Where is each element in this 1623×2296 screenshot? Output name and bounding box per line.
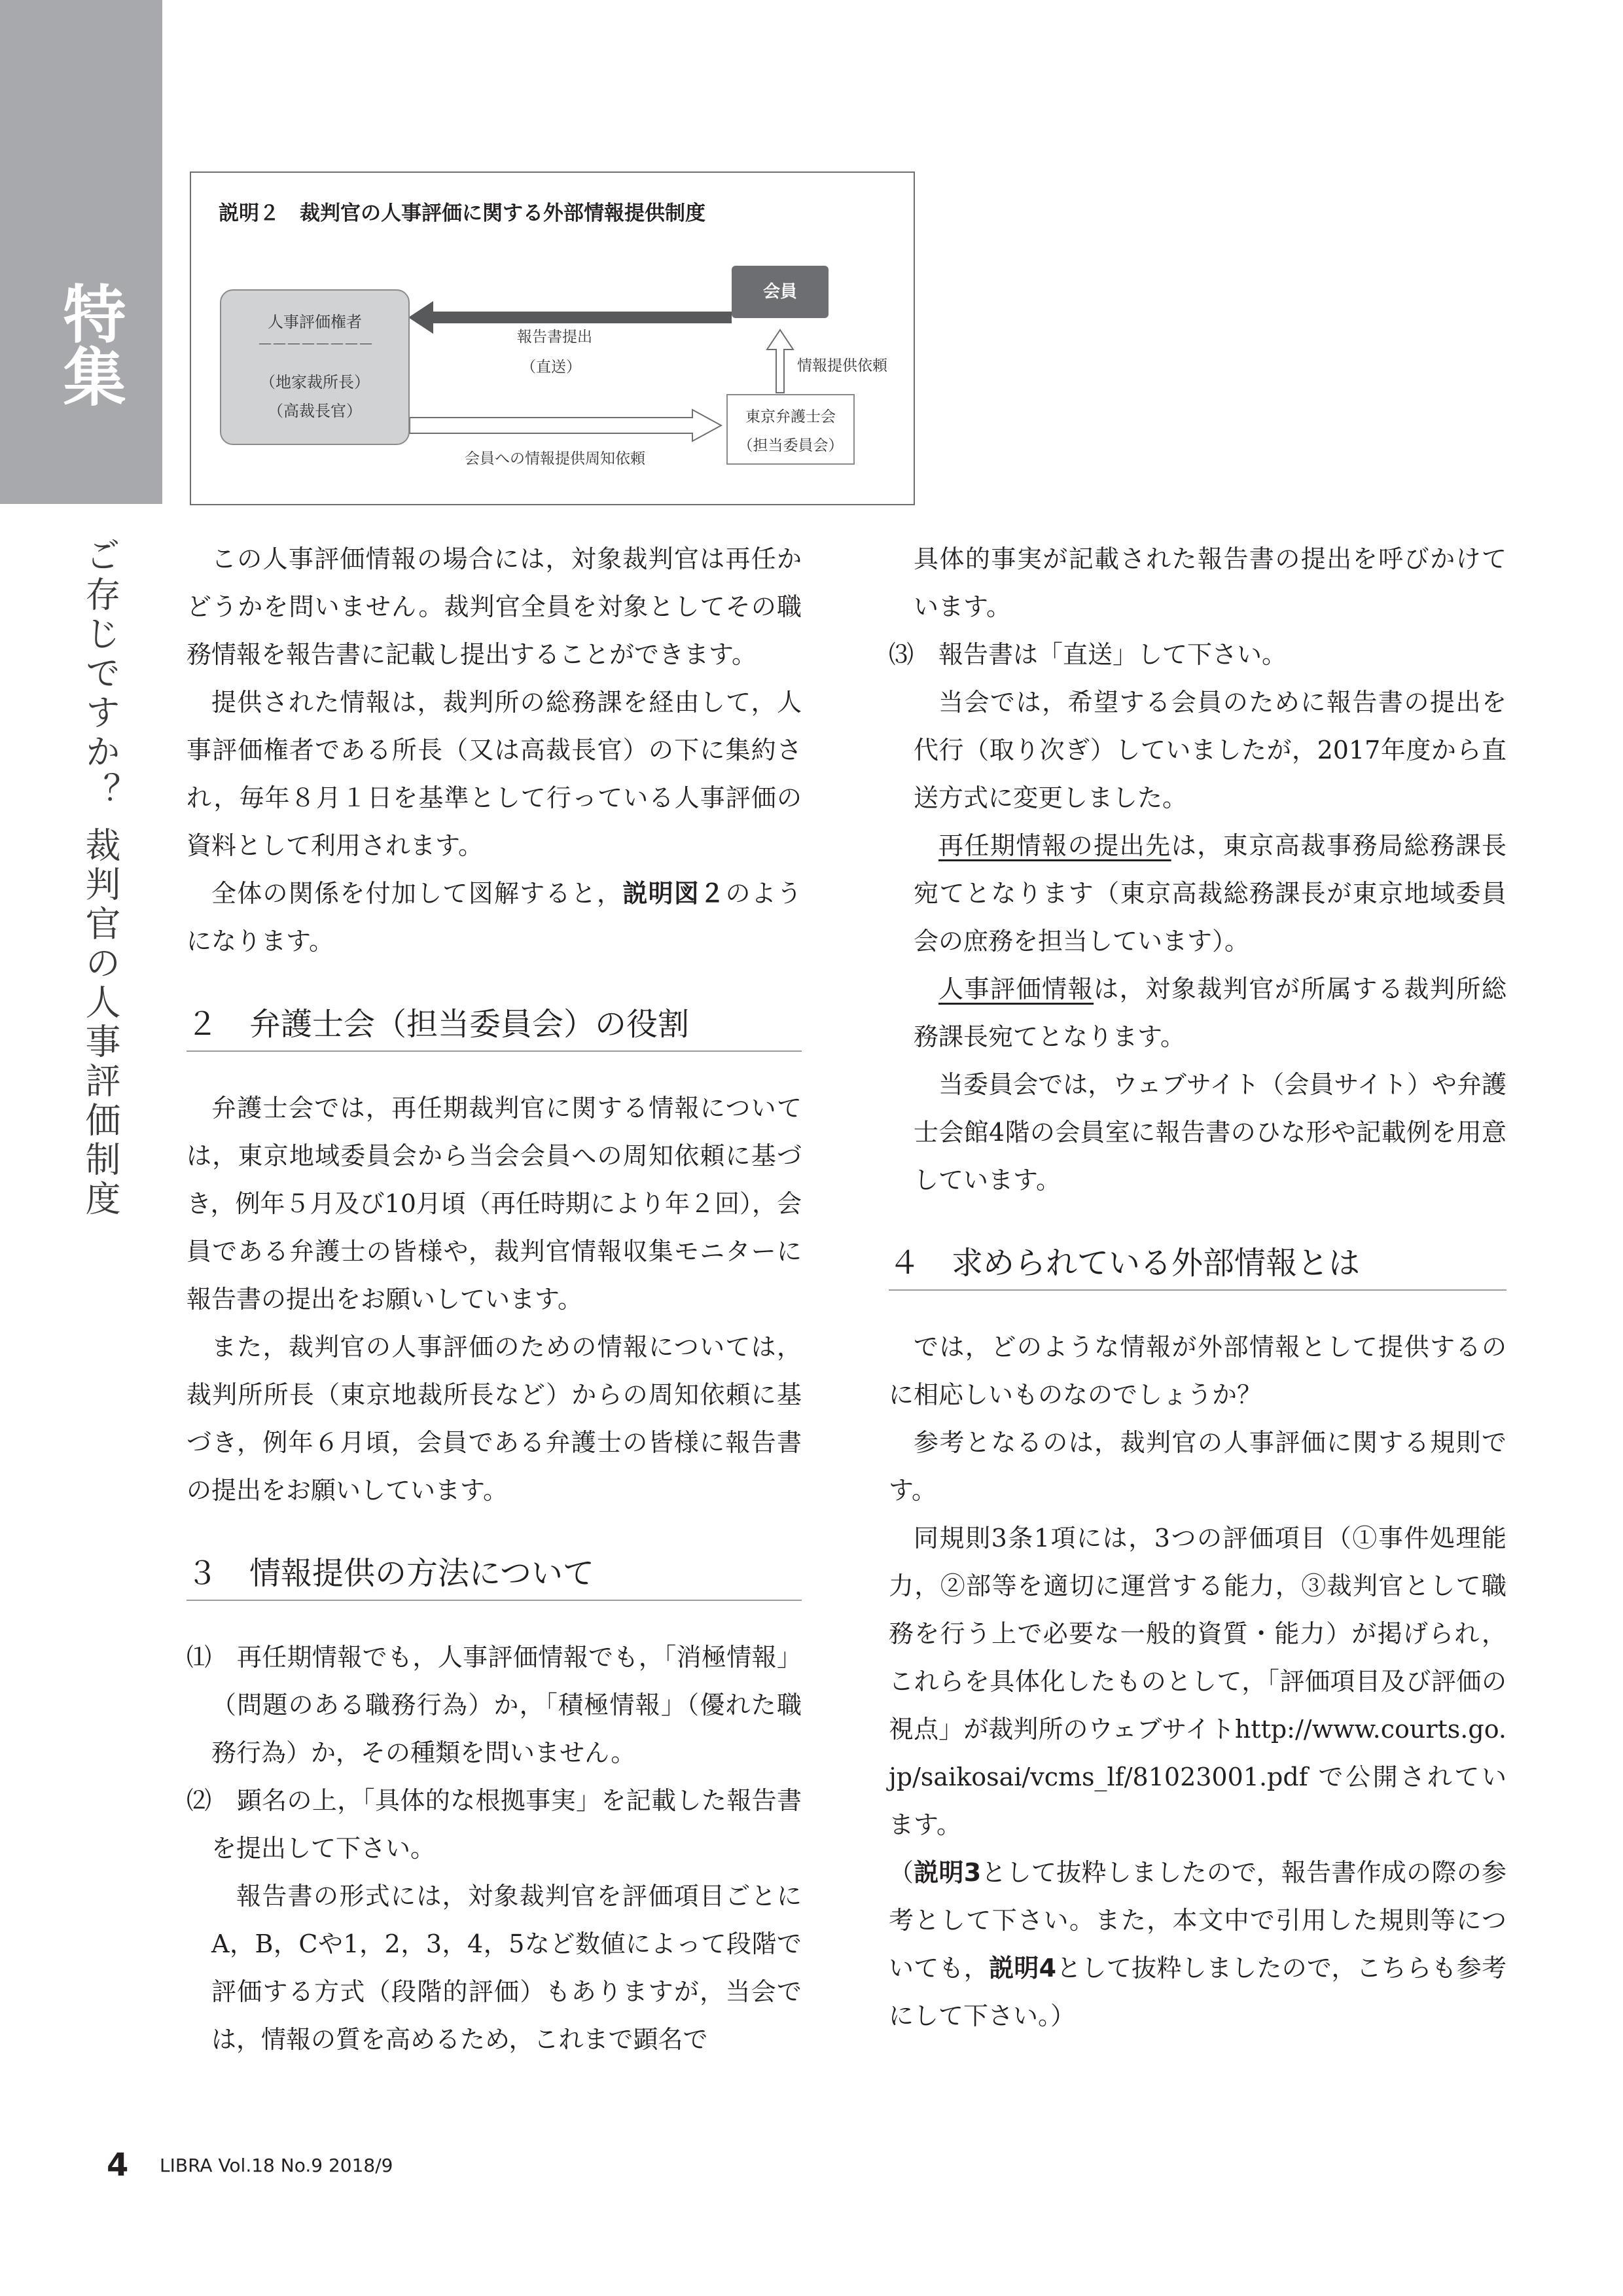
notice-arrow-shape [410,410,721,441]
text-span: 全体の関係を付加して図解すると， [211,879,623,908]
left-column [187,535,802,2064]
text-span: は，対象裁判官が所属する裁判所総務課長宛てとなります。 [914,975,1507,1051]
member-node: 会員 [732,266,829,318]
personnel-evaluator-node [220,289,410,445]
paragraph: この人事評価情報の場合には，対象裁判官は再任かどうかを問いません。裁判官全員を対象としてその職務情報を報告書に記載し提出することができます。 [187,545,802,669]
journal-info: LIBRA Vol.18 No.9 2018/9 [160,2155,393,2176]
figure-ref: 説明3 [914,1858,982,1887]
list-item-body [889,965,1507,1061]
text-span: として抜粋しましたので，こちらも参考にして下さい。） [889,1954,1507,2030]
paragraph: また，裁判官の人事評価のための情報については，裁判所所長（東京地裁所長など）からの周知依頼に基づき，例年６月頃，会員である弁護士の皆様に報告書の提出をお願いしています。 [187,1333,802,1505]
list-item-body [889,822,1507,965]
figure-ref: 説明図２ [622,879,726,908]
node-line: （高裁長官） [268,402,362,420]
paragraph: 提供された情報は，裁判所の総務課を経由して，人事評価権者である所長（又は高裁長官）の下に集約され，毎年８月１日を基準として行っている人事評価の資料として利用されます。 [187,688,802,860]
section-heading-4: ４ 求められている外部情報とは [889,1242,1507,1291]
paragraph: 参考となるのは，裁判官の人事評価に関する規則です。 [889,1428,1507,1505]
list-item-body: 当委員会では，ウェブサイト（会員サイト）や弁護士会館4階の会員室に報告書のひな形や記載例を用意しています。 [914,1070,1507,1194]
list-item-body: 報告書の形式には，対象裁判官を評価項目ごとにA，B，Cや1，2，3，4，5など数値によって段階で評価する方式（段階的評価）もありますが，当会では，情報の質を高めるため，これまで顕名で [211,1882,802,2054]
node-line: －－－－－－－－ [257,335,372,353]
node-line: 人事評価権者 [268,313,362,331]
list-item-body: 当会では，希望する会員のために報告書の提出を代行（取り次ぎ）していましたが，2017年度から直送方式に変更しました。 [914,688,1507,812]
paragraph-continued: 具体的事実が記載された報告書の提出を呼びかけています。 [914,545,1507,621]
list-item: ⑵ 顕名の上，「具体的な根拠事実」を記載した報告書を提出して下さい。 [187,1786,802,1863]
feature-title-vertical: ご存じですか？ 裁判官の人事評価制度 [80,537,121,1220]
text-span: のようになります。 [187,879,802,956]
report-arrow-label: 報告書提出 [517,329,592,346]
text-span: （ [889,1858,914,1887]
underlined-term: 人事評価情報 [938,975,1094,1003]
text-span: として抜粋しましたので，報告書作成の際の参考として下さい。また，本文中で引用した規則等についても， [889,1858,1507,1982]
section-heading-3: ３ 情報提供の方法について [187,1552,802,1601]
request-arrow-shape [767,330,793,393]
paragraph: 弁護士会では，再任期裁判官に関する情報については，東京地域委員会から当会会員への周知依頼に基づき，例年５月及び10月頃（再任時期により年２回），会員である弁護士の皆様や，裁判官情報収集モニターに報告書の提出をお願いしています。 [187,1094,802,1314]
text-span: は，東京高裁事務局総務課長宛てとなります（東京高裁総務課長が東京地域委員会の庶務を担当しています）。 [914,831,1507,956]
list-item: ⑶ 報告書は「直送」して下さい。 [889,640,1287,669]
paragraph [187,870,802,965]
right-column [889,535,1507,2040]
list-item: ⑴ 再任期情報でも，人事評価情報でも，「消極情報」（問題のある職務行為）か，「積極情報」（優れた職務行為）か，その種類を問いません。 [187,1643,802,1767]
underlined-term: 再任期情報の提出先 [938,831,1171,860]
node-line: （地家裁所長） [260,373,370,391]
node-line: （担当委員会） [738,437,844,454]
node-line: 東京弁護士会 [745,408,836,425]
paragraph: では，どのような情報が外部情報として提供するのに相応しいものなのでしょうか？ [889,1333,1507,1409]
figure-ref: 説明4 [989,1954,1057,1982]
notice-arrow-label: 会員への情報提供周知依頼 [465,450,645,467]
diagram-title: 説明２ 裁判官の人事評価に関する外部情報提供制度 [219,202,705,225]
bar-association-node [726,394,855,465]
section-tab [0,0,162,504]
page-number: 4 [107,2147,129,2183]
section-heading-2: ２ 弁護士会（担当委員会）の役割 [187,1003,802,1052]
report-arrow-sublabel: （直送） [521,359,581,376]
request-arrow-label: 情報提供依頼 [797,357,887,374]
section-tab-label: 特集 [53,281,126,407]
paragraph [889,1849,1507,2040]
paragraph: 同規則3条1項には，3つの評価項目（①事件処理能力，②部等を適切に運営する能力，③裁判官として職務を行う上で必要な一般的資質・能力）が掲げられ，これらを具体化したものとして，「評価項目及び評価の視点」が裁判所のウェブサイトhttp://www.courts.go.jp/saikosai/vcms_lf/81023001.pdf で公開されています。 [889,1524,1507,1839]
diagram-box [190,171,915,505]
